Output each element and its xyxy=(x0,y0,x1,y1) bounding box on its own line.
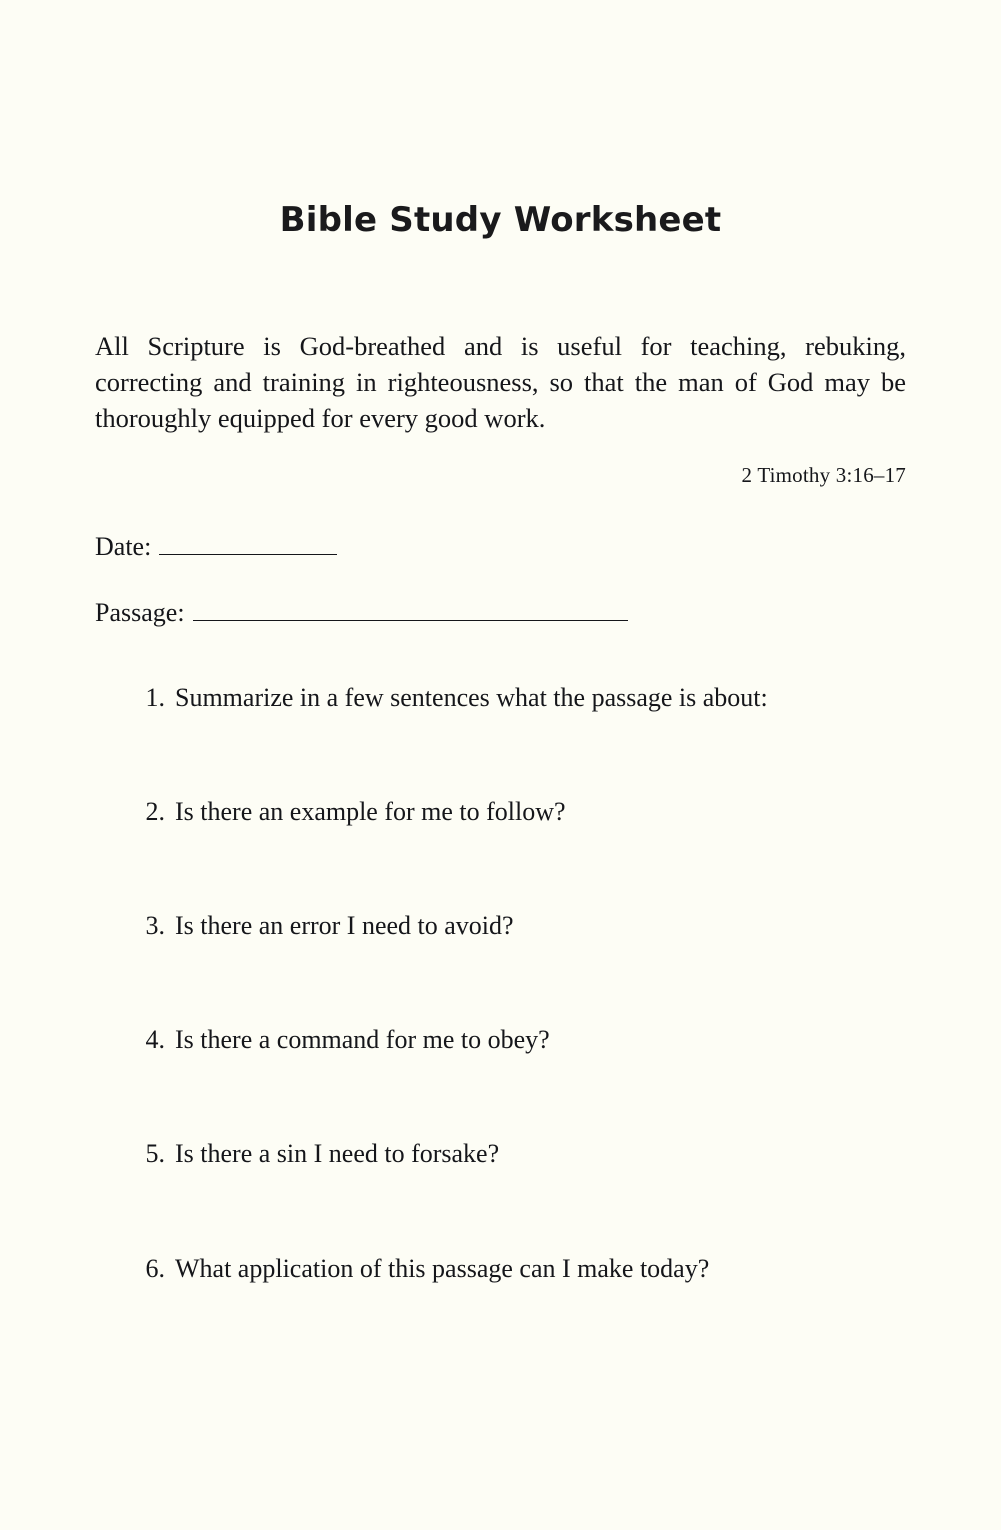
question-number: 4. xyxy=(145,1025,165,1055)
question-text: What application of this passage can I make today? xyxy=(175,1253,710,1283)
question-number: 3. xyxy=(145,910,165,940)
passage-field-label: Passage: xyxy=(95,597,185,627)
list-item xyxy=(131,1024,906,1055)
passage-input[interactable] xyxy=(193,601,628,621)
question-number: 2. xyxy=(145,796,165,826)
passage-field-row xyxy=(95,598,906,628)
list-item xyxy=(131,1138,906,1169)
question-text: Summarize in a few sentences what the passage is about: xyxy=(175,682,768,712)
epigraph-reference: 2 Timothy 3:16–17 xyxy=(741,462,906,487)
question-number: 5. xyxy=(145,1139,165,1169)
list-item xyxy=(131,1253,906,1284)
question-number: 1. xyxy=(145,682,165,712)
list-item xyxy=(131,682,906,713)
question-list xyxy=(95,682,906,1284)
question-number: 6. xyxy=(145,1253,165,1283)
list-item xyxy=(131,910,906,941)
date-input[interactable] xyxy=(159,535,337,555)
question-text: Is there a command for me to obey? xyxy=(175,1025,550,1055)
question-text: Is there an error I need to avoid? xyxy=(175,910,514,940)
date-field-row xyxy=(95,532,906,562)
date-field-label: Date: xyxy=(95,531,152,561)
page-title: Bible Study Worksheet xyxy=(279,200,722,240)
list-item xyxy=(131,796,906,827)
question-text: Is there a sin I need to forsake? xyxy=(175,1139,500,1169)
question-text: Is there an example for me to follow? xyxy=(175,796,566,826)
epigraph-text: All Scripture is God-breathed and is useful for teaching, rebuking, correcting and training in righteousness, so that the man of God may be thoroughly equipped for every good work. xyxy=(95,331,906,434)
